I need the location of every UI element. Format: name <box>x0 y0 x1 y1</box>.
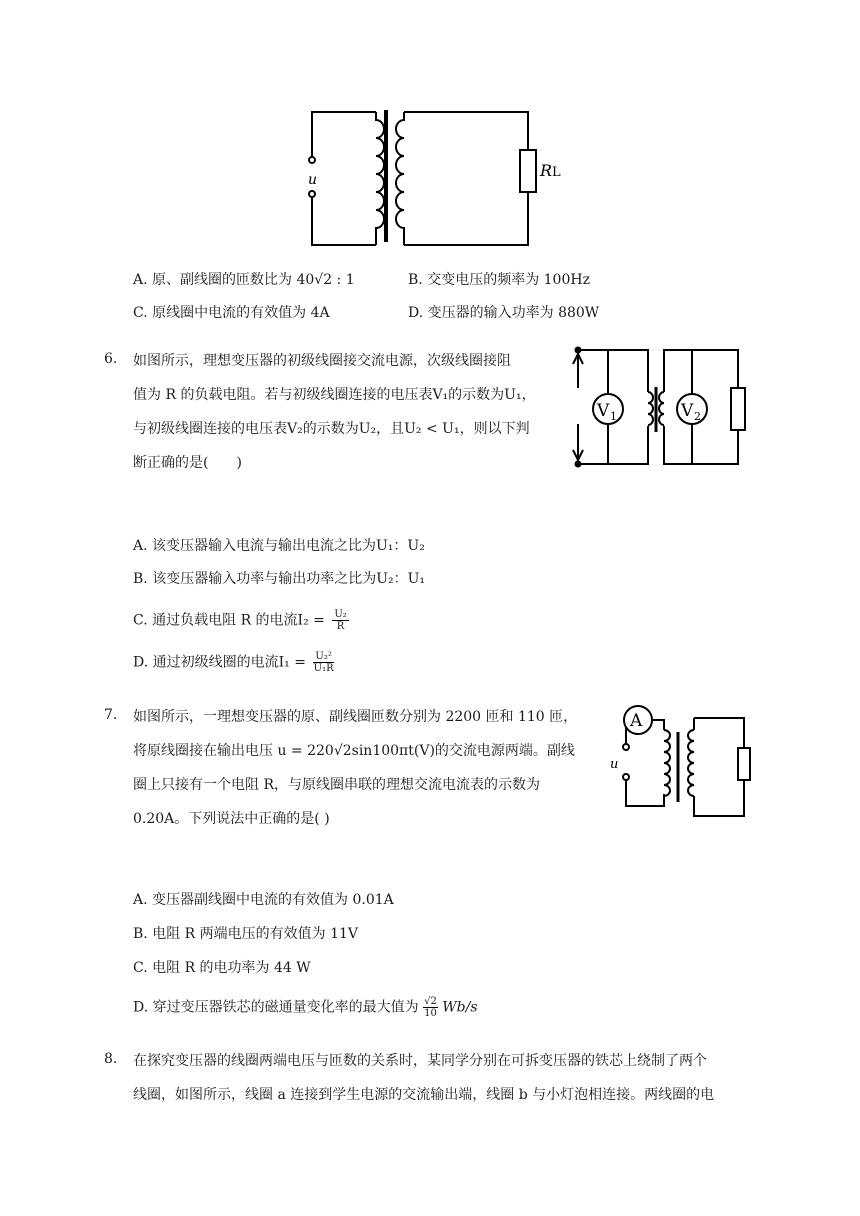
q5-option-d[interactable]: D. 变压器的输入功率为 880W <box>408 305 600 321</box>
q7-stem-line-3: 圈上只接有一个电阻 R，与原线圈串联的理想交流电流表的示数为 <box>133 777 540 793</box>
q6-stem-line-2: 值为 R 的负载电阻。若与初级线圈连接的电压表V₁的示数为U₁， <box>133 387 536 403</box>
q7-stem-line-4: 0.20A。下列说法中正确的是( ) <box>133 811 330 827</box>
q6-stem-line-4: 断正确的是( ) <box>133 455 242 471</box>
q6-option-d-denominator: U₁R <box>313 663 334 674</box>
q7-option-d[interactable] <box>133 996 478 1019</box>
q6-option-d-fraction <box>313 651 333 674</box>
load-r-subscript: L <box>552 165 561 180</box>
q6-stem-line-3: 与初级线圈连接的电压表V₂的示数为U₂，且U₂ < U₁，则以下判 <box>133 421 530 437</box>
q6-option-d-numerator: U₂² <box>315 651 332 662</box>
q6-option-c-fraction <box>332 609 348 632</box>
q7-stem-line-2: 将原线圈接在输出电压 u = 220√2sin100πt(V)的交流电源两端。副线 <box>133 743 575 759</box>
q8-number: 8. <box>104 1051 118 1067</box>
load-r-label: R <box>540 161 553 180</box>
q7-stem-line-1: 如图所示，一理想变压器的原、副线圈匝数分别为 2200 匝和 110 匝， <box>133 709 578 725</box>
q6-number: 6. <box>104 351 118 367</box>
q5-option-c[interactable]: C. 原线圈中电流的有效值为 4A <box>133 305 330 321</box>
q7-option-d-unit: Wb/s <box>442 999 478 1016</box>
q7-number: 7. <box>104 707 118 723</box>
voltmeter-v2-subscript: 2 <box>694 410 701 423</box>
q6-option-d[interactable] <box>133 651 334 674</box>
q7-option-d-fraction <box>423 996 438 1019</box>
q8-stem-line-2: 线圈，如图所示，线圈 a 连接到学生电源的交流输出端，线圈 b 与小灯泡相连接。两线圈的电 <box>133 1087 715 1103</box>
q7-option-c[interactable]: C. 电阻 R 的电功率为 44 W <box>133 960 311 976</box>
transformer-figure-q7 <box>608 702 758 817</box>
q5-option-b[interactable]: B. 交变电压的频率为 100Hz <box>408 272 590 288</box>
transformer-figure-1 <box>300 100 580 255</box>
q7-source-u-label: u <box>610 757 619 772</box>
q6-option-c-denominator: R <box>336 621 345 632</box>
q6-option-b[interactable]: B. 该变压器输入功率与输出功率之比为U₂：U₁ <box>133 571 426 587</box>
q6-stem-line-1: 如图所示，理想变压器的初级线圈接交流电源，次级线圈接阻 <box>133 353 511 369</box>
q6-option-c[interactable] <box>133 609 349 632</box>
q6-option-d-text: D. 通过初级线圈的电流I₁ = <box>133 654 306 671</box>
q6-option-a[interactable]: A. 该变压器输入电流与输出电流之比为U₁：U₂ <box>133 538 425 554</box>
q7-option-a[interactable]: A. 变压器副线圈中电流的有效值为 0.01A <box>133 892 394 908</box>
transformer-figure-q6 <box>568 342 748 472</box>
q7-option-d-numerator: √2 <box>424 996 437 1007</box>
q7-option-b[interactable]: B. 电阻 R 两端电压的有效值为 11V <box>133 926 359 942</box>
voltmeter-v1-subscript: 1 <box>610 410 617 423</box>
source-u-label: u <box>308 172 318 188</box>
q8-stem-line-1: 在探究变压器的线圈两端电压与匝数的关系时，某同学分别在可拆变压器的铁芯上绕制了两个 <box>133 1053 707 1069</box>
voltmeter-v2-label: V <box>681 401 694 421</box>
q6-option-c-text: C. 通过负载电阻 R 的电流I₂ = <box>133 612 325 629</box>
ammeter-a-label: A <box>630 711 643 731</box>
q6-option-c-numerator: U₂ <box>334 609 347 620</box>
q7-option-d-denominator: 10 <box>424 1008 437 1019</box>
q5-option-a[interactable]: A. 原、副线圈的匝数比为 40√2 : 1 <box>133 272 355 288</box>
voltmeter-v1-label: V <box>597 401 610 421</box>
q7-option-d-text: D. 穿过变压器铁芯的磁通量变化率的最大值为 <box>133 999 419 1016</box>
